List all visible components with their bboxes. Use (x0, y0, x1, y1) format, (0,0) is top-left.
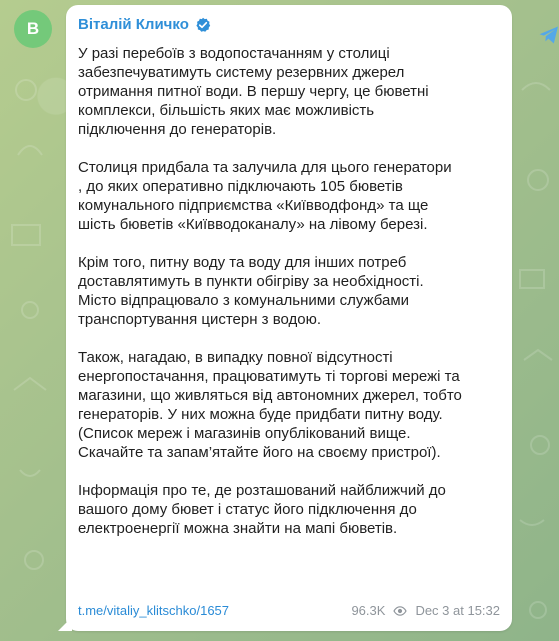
message-text: У разі перебоїв з водопостачанням у столиці забезпечуватимуть систему резервних джерел отримання питної води. В першу чергу, це бюветні комплекси, більшість яких має можливість підключення до генераторів. Столиця придбала та залучила для цього генератори , до яких оперативно підключають 105 бюветів комунального підприємства «Київводфонд» та ще шість бюветів «Київводоканалу» на лівому березі. Крім того, питну воду та воду для інших потреб доставлятимуть в пункти обігріву за необхідності. Місто відпрацювало з комунальними службами транспортування цистерн з водою. Також, нагадаю, в випадку повної відсутності енергопостачання, працюватимуть ті торгові мережі та магазини, що живляться від автономних джерел, тобто генераторів. У них можна буде придбати питну воду. (Список мереж і магазинів опублікований вище. Скачайте та запам’ятайте його на своєму пристрої). Інформація про те, де розташований найближчий до вашого дому бювет і статус його підключення до електроенергії можна знайти на мапі бюветів. (78, 45, 462, 537)
telegram-send-icon (538, 25, 559, 45)
channel-avatar[interactable]: В (14, 10, 52, 48)
sender-name[interactable]: Віталій Кличко (78, 16, 189, 33)
message-footer (78, 603, 500, 618)
post-link[interactable]: t.me/vitaliy_klitschko/1657 (78, 603, 230, 618)
verified-badge-icon (195, 17, 211, 33)
message-header (78, 14, 500, 36)
share-button[interactable] (529, 15, 559, 55)
message-meta (351, 603, 500, 618)
view-count: 96.3K (351, 603, 386, 618)
eye-icon (393, 606, 407, 616)
message-date: Dec 3 at 15:32 (415, 603, 500, 618)
message-bubble (66, 5, 512, 631)
